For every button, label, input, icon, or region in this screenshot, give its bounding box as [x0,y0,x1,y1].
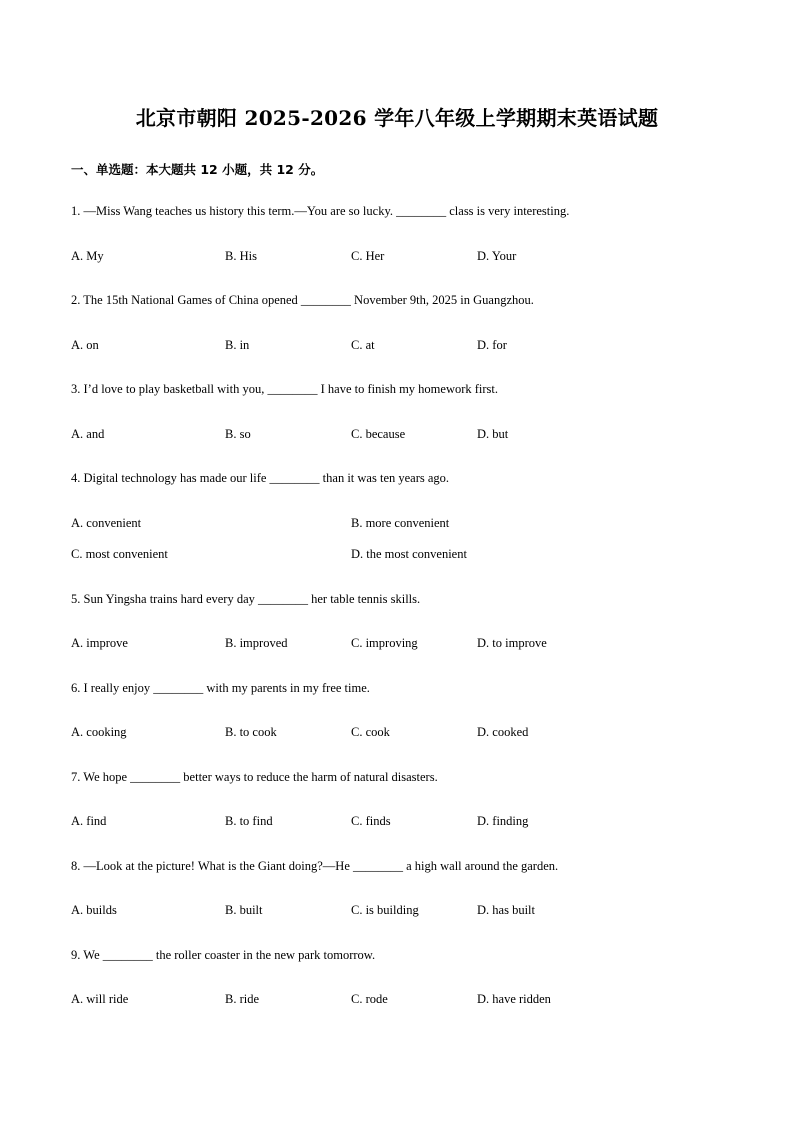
option-a[interactable]: A. convenient [71,516,142,530]
question-5-stem: 5. Sun Yingsha trains hard every day ________ her table tennis skills. [71,592,421,606]
option-b[interactable]: B. built [225,903,263,917]
option-a[interactable]: A. find [71,814,107,828]
question-5-options [71,636,691,656]
question-2-options [71,338,691,358]
question-6-options [71,725,691,745]
option-a[interactable]: A. and [71,427,105,441]
option-d[interactable]: D. to improve [477,636,547,650]
option-b[interactable]: B. in [225,338,250,352]
option-b[interactable]: B. His [225,249,257,263]
question-4-stem: 4. Digital technology has made our life ________ than it was ten years ago. [71,471,450,485]
option-d[interactable]: D. for [477,338,507,352]
option-c[interactable]: C. Her [351,249,385,263]
question-8-options [71,903,691,923]
option-d[interactable]: D. finding [477,814,529,828]
question-1-options [71,249,691,269]
option-d[interactable]: D. cooked [477,725,529,739]
option-a[interactable]: A. cooking [71,725,127,739]
option-c[interactable]: C. most convenient [71,547,168,561]
option-a[interactable]: A. will ride [71,992,129,1006]
option-b[interactable]: B. more convenient [351,516,450,530]
question-7-stem: 7. We hope ________ better ways to reduce the harm of natural disasters. [71,770,438,784]
section-header: 一、单选题：本大题共 12 小题，共 12 分。 [71,162,324,177]
question-2-stem: 2. The 15th National Games of China opened ________ November 9th, 2025 in Guangzhou. [71,293,534,307]
question-7-options [71,814,691,834]
question-4-options-row-1 [71,516,691,536]
option-a[interactable]: A. on [71,338,99,352]
page-title: 北京市朝阳 2025-2026 学年八年级上学期期末英语试题 [135,106,659,130]
option-c[interactable]: C. at [351,338,375,352]
option-b[interactable]: B. ride [225,992,260,1006]
question-1-stem: 1. —Miss Wang teaches us history this term.—You are so lucky. ________ class is very interesting. [71,204,570,218]
option-c[interactable]: C. is building [351,903,419,917]
option-b[interactable]: B. to find [225,814,273,828]
option-a[interactable]: A. builds [71,903,117,917]
question-4-options-row-2 [71,547,691,567]
option-c[interactable]: C. cook [351,725,390,739]
option-d[interactable]: D. has built [477,903,535,917]
option-c[interactable]: C. improving [351,636,418,650]
question-8-stem: 8. —Look at the picture! What is the Giant doing?—He ________ a high wall around the garden. [71,859,559,873]
option-d[interactable]: D. have ridden [477,992,551,1006]
option-b[interactable]: B. improved [225,636,288,650]
question-3-options [71,427,691,447]
option-b[interactable]: B. to cook [225,725,277,739]
question-3-stem: 3. I’d love to play basketball with you, ________ I have to finish my homework first. [71,382,499,396]
option-c[interactable]: C. finds [351,814,391,828]
question-6-stem: 6. I really enjoy ________ with my parents in my free time. [71,681,370,695]
option-b[interactable]: B. so [225,427,251,441]
question-9-stem: 9. We ________ the roller coaster in the new park tomorrow. [71,948,376,962]
question-9-options [71,992,691,1012]
option-d[interactable]: D. the most convenient [351,547,467,561]
option-d[interactable]: D. but [477,427,509,441]
option-c[interactable]: C. because [351,427,406,441]
option-c[interactable]: C. rode [351,992,388,1006]
option-d[interactable]: D. Your [477,249,517,263]
option-a[interactable]: A. My [71,249,104,263]
option-a[interactable]: A. improve [71,636,128,650]
